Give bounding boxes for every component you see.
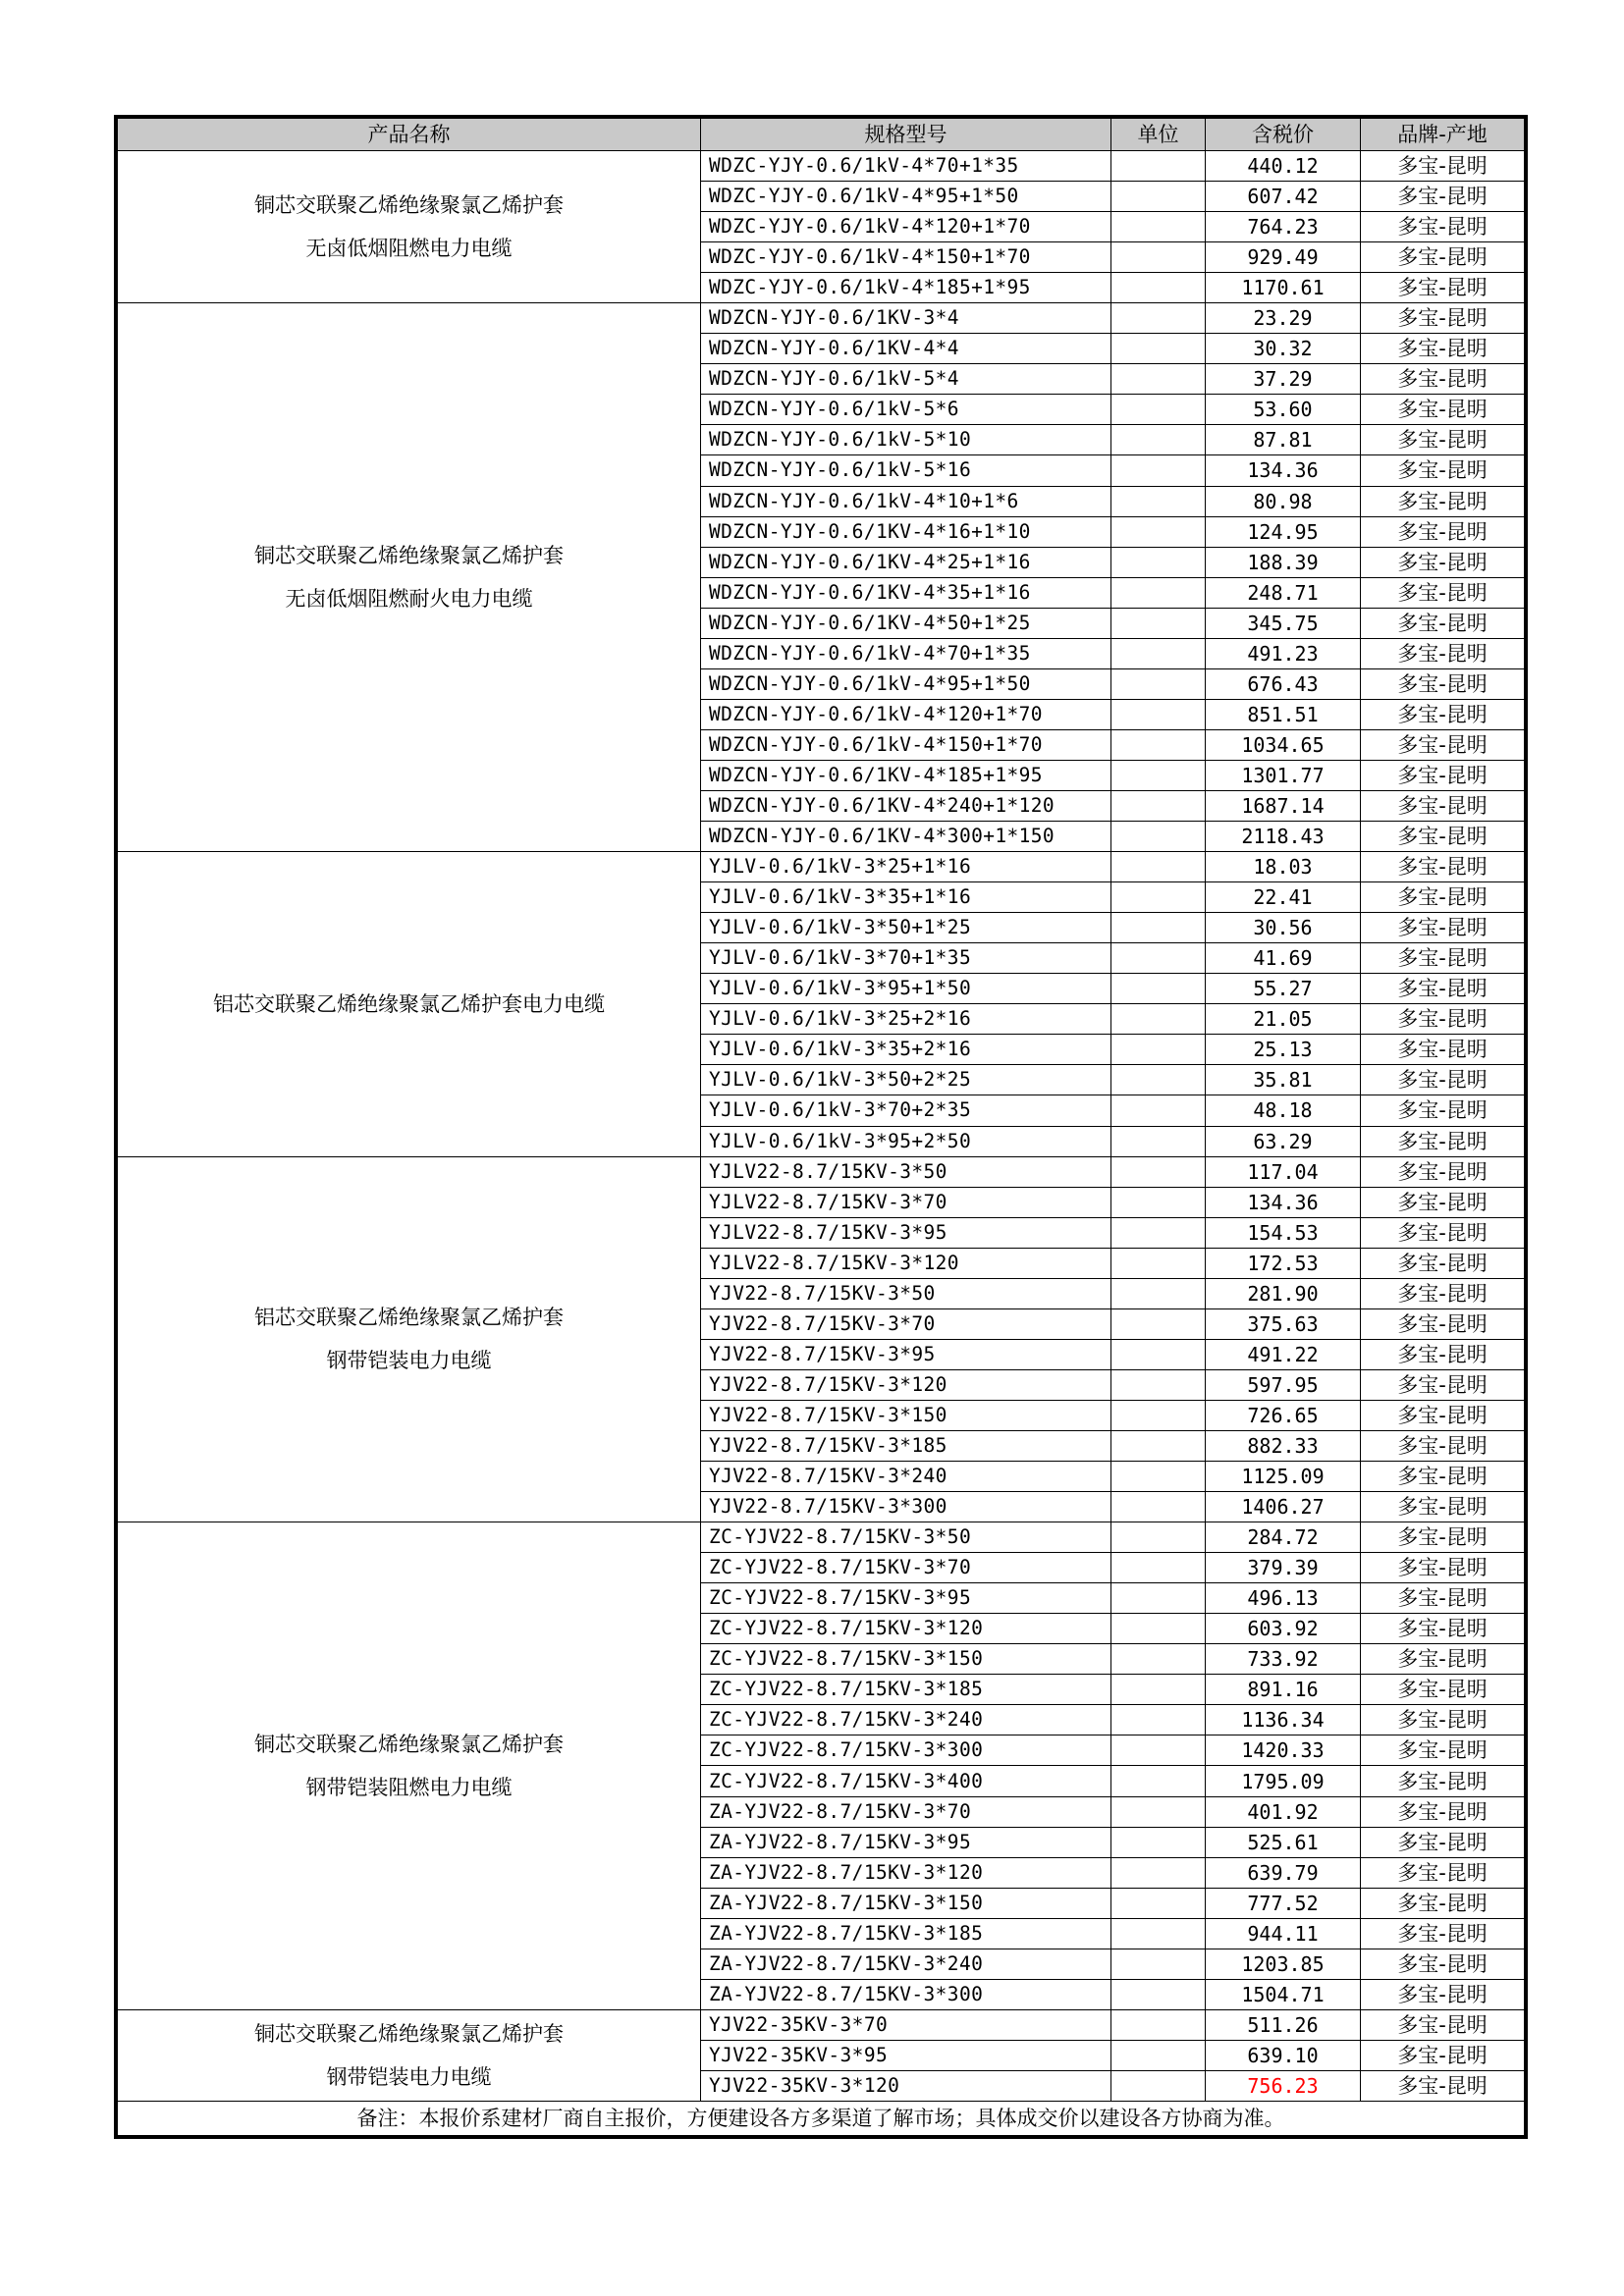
spec-cell: ZA-YJV22-8.7/15KV-3*185: [701, 1918, 1111, 1949]
unit-cell: [1111, 334, 1206, 364]
brand-cell: 多宝-昆明: [1361, 1827, 1525, 1857]
price-cell: 882.33: [1206, 1430, 1361, 1461]
unit-cell: [1111, 1308, 1206, 1339]
unit-cell: [1111, 1949, 1206, 1979]
brand-cell: 多宝-昆明: [1361, 1918, 1525, 1949]
product-name-line: 铜芯交联聚乙烯绝缘聚氯乙烯护套: [254, 1732, 564, 1756]
price-cell: 525.61: [1206, 1827, 1361, 1857]
price-cell: 124.95: [1206, 516, 1361, 547]
brand-cell: 多宝-昆明: [1361, 760, 1525, 790]
brand-cell: 多宝-昆明: [1361, 1065, 1525, 1095]
spec-cell: WDZCN-YJY-0.6/1KV-4*300+1*150: [701, 822, 1111, 852]
price-cell: 1125.09: [1206, 1462, 1361, 1492]
table-row: [118, 1156, 1525, 1187]
unit-cell: [1111, 913, 1206, 943]
spec-cell: YJV22-35KV-3*70: [701, 2009, 1111, 2040]
spec-cell: WDZCN-YJY-0.6/1kV-5*10: [701, 425, 1111, 455]
price-cell: 53.60: [1206, 395, 1361, 425]
price-cell: 25.13: [1206, 1035, 1361, 1065]
spec-cell: WDZCN-YJY-0.6/1kV-5*4: [701, 364, 1111, 395]
unit-cell: [1111, 974, 1206, 1004]
unit-cell: [1111, 1614, 1206, 1644]
unit-cell: [1111, 1766, 1206, 1796]
unit-cell: [1111, 882, 1206, 913]
spec-cell: ZC-YJV22-8.7/15KV-3*240: [701, 1705, 1111, 1735]
price-cell: 23.29: [1206, 303, 1361, 334]
brand-cell: 多宝-昆明: [1361, 668, 1525, 699]
price-cell: 41.69: [1206, 943, 1361, 974]
table-row: [118, 151, 1525, 182]
price-cell: 401.92: [1206, 1796, 1361, 1827]
product-name-cell: [118, 852, 701, 1156]
product-name-line: 铜芯交联聚乙烯绝缘聚氯乙烯护套: [254, 193, 564, 218]
unit-cell: [1111, 1705, 1206, 1735]
unit-cell: [1111, 425, 1206, 455]
product-name-cell: [118, 303, 701, 852]
spec-cell: YJLV-0.6/1kV-3*25+1*16: [701, 852, 1111, 882]
price-cell: 1136.34: [1206, 1705, 1361, 1735]
brand-cell: 多宝-昆明: [1361, 1278, 1525, 1308]
brand-cell: 多宝-昆明: [1361, 2009, 1525, 2040]
unit-cell: [1111, 1888, 1206, 1918]
brand-cell: 多宝-昆明: [1361, 1004, 1525, 1035]
product-name-cell: [118, 1522, 701, 2010]
price-cell: 851.51: [1206, 699, 1361, 729]
price-cell: 30.56: [1206, 913, 1361, 943]
spec-cell: YJV22-8.7/15KV-3*95: [701, 1339, 1111, 1369]
spec-cell: WDZCN-YJY-0.6/1KV-4*185+1*95: [701, 760, 1111, 790]
unit-cell: [1111, 1095, 1206, 1126]
product-name-line: 铜芯交联聚乙烯绝缘聚氯乙烯护套: [254, 2021, 564, 2046]
brand-cell: 多宝-昆明: [1361, 1888, 1525, 1918]
price-cell: 80.98: [1206, 486, 1361, 516]
spec-cell: YJV22-35KV-3*120: [701, 2070, 1111, 2101]
spec-cell: YJLV22-8.7/15KV-3*95: [701, 1217, 1111, 1248]
unit-cell: [1111, 1675, 1206, 1705]
price-cell: 603.92: [1206, 1614, 1361, 1644]
price-cell: 134.36: [1206, 455, 1361, 486]
spec-cell: ZC-YJV22-8.7/15KV-3*300: [701, 1735, 1111, 1766]
unit-cell: [1111, 2040, 1206, 2070]
product-name-line: 钢带铠装阻燃电力电缆: [305, 1775, 513, 1799]
unit-cell: [1111, 1553, 1206, 1583]
spec-cell: WDZCN-YJY-0.6/1kV-4*10+1*6: [701, 486, 1111, 516]
spec-cell: YJLV-0.6/1kV-3*25+2*16: [701, 1004, 1111, 1035]
table-body: [118, 151, 1525, 2102]
price-cell: 48.18: [1206, 1095, 1361, 1126]
price-cell: 891.16: [1206, 1675, 1361, 1705]
price-cell: 379.39: [1206, 1553, 1361, 1583]
spec-cell: YJLV-0.6/1kV-3*50+1*25: [701, 913, 1111, 943]
price-cell: 35.81: [1206, 1065, 1361, 1095]
brand-cell: 多宝-昆明: [1361, 242, 1525, 273]
spec-cell: WDZC-YJY-0.6/1kV-4*120+1*70: [701, 212, 1111, 242]
product-name-line: 钢带铠装电力电缆: [326, 1349, 492, 1373]
table-row: [118, 2009, 1525, 2040]
price-cell: 30.32: [1206, 334, 1361, 364]
table-row: [118, 1522, 1525, 1553]
price-cell: 2118.43: [1206, 822, 1361, 852]
brand-cell: 多宝-昆明: [1361, 974, 1525, 1004]
brand-cell: 多宝-昆明: [1361, 2040, 1525, 2070]
brand-cell: 多宝-昆明: [1361, 913, 1525, 943]
price-cell: 284.72: [1206, 1522, 1361, 1553]
header-price: 含税价: [1206, 119, 1361, 151]
brand-cell: 多宝-昆明: [1361, 1369, 1525, 1400]
brand-cell: 多宝-昆明: [1361, 1308, 1525, 1339]
spec-cell: WDZCN-YJY-0.6/1KV-4*240+1*120: [701, 790, 1111, 821]
product-name-line: 铝芯交联聚乙烯绝缘聚氯乙烯护套电力电缆: [213, 991, 605, 1016]
spec-cell: ZC-YJV22-8.7/15KV-3*400: [701, 1766, 1111, 1796]
unit-cell: [1111, 638, 1206, 668]
price-cell: 639.79: [1206, 1857, 1361, 1888]
spec-cell: YJLV22-8.7/15KV-3*70: [701, 1187, 1111, 1217]
unit-cell: [1111, 2070, 1206, 2101]
price-cell: 172.53: [1206, 1248, 1361, 1278]
brand-cell: 多宝-昆明: [1361, 1095, 1525, 1126]
product-name-cell: [118, 2009, 701, 2101]
price-cell: 18.03: [1206, 852, 1361, 882]
product-name-line: 无卤低烟阻燃耐火电力电缆: [285, 587, 533, 612]
brand-cell: 多宝-昆明: [1361, 882, 1525, 913]
price-cell: 1301.77: [1206, 760, 1361, 790]
brand-cell: 多宝-昆明: [1361, 1675, 1525, 1705]
spec-cell: YJLV-0.6/1kV-3*70+2*35: [701, 1095, 1111, 1126]
unit-cell: [1111, 1339, 1206, 1369]
note-text: 备注：本报价系建材厂商自主报价，方便建设各方多渠道了解市场；具体成交价以建设各方协商为准。: [118, 2102, 1525, 2136]
unit-cell: [1111, 1827, 1206, 1857]
spec-cell: ZA-YJV22-8.7/15KV-3*150: [701, 1888, 1111, 1918]
spec-cell: WDZCN-YJY-0.6/1KV-4*16+1*10: [701, 516, 1111, 547]
brand-cell: 多宝-昆明: [1361, 516, 1525, 547]
price-cell: 63.29: [1206, 1126, 1361, 1156]
spec-cell: WDZCN-YJY-0.6/1KV-4*50+1*25: [701, 608, 1111, 638]
brand-cell: 多宝-昆明: [1361, 943, 1525, 974]
unit-cell: [1111, 1492, 1206, 1522]
price-cell: 345.75: [1206, 608, 1361, 638]
unit-cell: [1111, 1400, 1206, 1430]
spec-cell: WDZC-YJY-0.6/1kV-4*185+1*95: [701, 273, 1111, 303]
brand-cell: 多宝-昆明: [1361, 1614, 1525, 1644]
brand-cell: 多宝-昆明: [1361, 273, 1525, 303]
unit-cell: [1111, 455, 1206, 486]
spec-cell: YJLV22-8.7/15KV-3*50: [701, 1156, 1111, 1187]
table-row: [118, 303, 1525, 334]
spec-cell: YJLV22-8.7/15KV-3*120: [701, 1248, 1111, 1278]
price-cell: 134.36: [1206, 1187, 1361, 1217]
brand-cell: 多宝-昆明: [1361, 303, 1525, 334]
brand-cell: 多宝-昆明: [1361, 395, 1525, 425]
unit-cell: [1111, 699, 1206, 729]
unit-cell: [1111, 547, 1206, 577]
unit-cell: [1111, 1796, 1206, 1827]
brand-cell: 多宝-昆明: [1361, 1187, 1525, 1217]
note-row: [118, 2102, 1525, 2136]
unit-cell: [1111, 1979, 1206, 2009]
brand-cell: 多宝-昆明: [1361, 1705, 1525, 1735]
unit-cell: [1111, 1248, 1206, 1278]
brand-cell: 多宝-昆明: [1361, 1400, 1525, 1430]
header-product-name: 产品名称: [118, 119, 701, 151]
brand-cell: 多宝-昆明: [1361, 1462, 1525, 1492]
price-cell: 1795.09: [1206, 1766, 1361, 1796]
price-cell: 639.10: [1206, 2040, 1361, 2070]
unit-cell: [1111, 1187, 1206, 1217]
spec-cell: ZC-YJV22-8.7/15KV-3*185: [701, 1675, 1111, 1705]
brand-cell: 多宝-昆明: [1361, 1857, 1525, 1888]
unit-cell: [1111, 1735, 1206, 1766]
brand-cell: 多宝-昆明: [1361, 212, 1525, 242]
unit-cell: [1111, 852, 1206, 882]
unit-cell: [1111, 943, 1206, 974]
spec-cell: WDZCN-YJY-0.6/1KV-4*25+1*16: [701, 547, 1111, 577]
unit-cell: [1111, 1156, 1206, 1187]
product-name-cell: [118, 151, 701, 303]
price-cell: 22.41: [1206, 882, 1361, 913]
price-cell: 1420.33: [1206, 1735, 1361, 1766]
price-cell: 491.23: [1206, 638, 1361, 668]
brand-cell: 多宝-昆明: [1361, 577, 1525, 608]
unit-cell: [1111, 1278, 1206, 1308]
spec-cell: YJV22-8.7/15KV-3*150: [701, 1400, 1111, 1430]
spec-cell: WDZCN-YJY-0.6/1kV-4*95+1*50: [701, 668, 1111, 699]
price-cell: 117.04: [1206, 1156, 1361, 1187]
price-table: [117, 118, 1525, 2136]
price-cell: 248.71: [1206, 577, 1361, 608]
unit-cell: [1111, 1583, 1206, 1614]
spec-cell: YJV22-8.7/15KV-3*300: [701, 1492, 1111, 1522]
price-cell: 929.49: [1206, 242, 1361, 273]
brand-cell: 多宝-昆明: [1361, 455, 1525, 486]
unit-cell: [1111, 1462, 1206, 1492]
spec-cell: ZC-YJV22-8.7/15KV-3*70: [701, 1553, 1111, 1583]
header-spec: 规格型号: [701, 119, 1111, 151]
brand-cell: 多宝-昆明: [1361, 1553, 1525, 1583]
spec-cell: WDZC-YJY-0.6/1kV-4*70+1*35: [701, 151, 1111, 182]
spec-cell: WDZCN-YJY-0.6/1kV-4*70+1*35: [701, 638, 1111, 668]
spec-cell: ZA-YJV22-8.7/15KV-3*95: [701, 1827, 1111, 1857]
unit-cell: [1111, 212, 1206, 242]
unit-cell: [1111, 1430, 1206, 1461]
spec-cell: WDZCN-YJY-0.6/1kV-4*150+1*70: [701, 729, 1111, 760]
brand-cell: 多宝-昆明: [1361, 1035, 1525, 1065]
unit-cell: [1111, 273, 1206, 303]
unit-cell: [1111, 486, 1206, 516]
spec-cell: YJV22-8.7/15KV-3*50: [701, 1278, 1111, 1308]
brand-cell: 多宝-昆明: [1361, 547, 1525, 577]
unit-cell: [1111, 516, 1206, 547]
price-cell: 511.26: [1206, 2009, 1361, 2040]
price-cell: 597.95: [1206, 1369, 1361, 1400]
unit-cell: [1111, 1035, 1206, 1065]
price-cell: 1034.65: [1206, 729, 1361, 760]
brand-cell: 多宝-昆明: [1361, 790, 1525, 821]
spec-cell: WDZCN-YJY-0.6/1KV-4*35+1*16: [701, 577, 1111, 608]
price-cell: 777.52: [1206, 1888, 1361, 1918]
brand-cell: 多宝-昆明: [1361, 1766, 1525, 1796]
spec-cell: WDZC-YJY-0.6/1kV-4*95+1*50: [701, 182, 1111, 212]
product-name-line: 钢带铠装电力电缆: [326, 2064, 492, 2089]
price-cell: 1170.61: [1206, 273, 1361, 303]
brand-cell: 多宝-昆明: [1361, 1492, 1525, 1522]
brand-cell: 多宝-昆明: [1361, 1248, 1525, 1278]
spec-cell: ZC-YJV22-8.7/15KV-3*120: [701, 1614, 1111, 1644]
brand-cell: 多宝-昆明: [1361, 1949, 1525, 1979]
brand-cell: 多宝-昆明: [1361, 334, 1525, 364]
spec-cell: ZA-YJV22-8.7/15KV-3*300: [701, 1979, 1111, 2009]
spec-cell: YJLV-0.6/1kV-3*95+2*50: [701, 1126, 1111, 1156]
brand-cell: 多宝-昆明: [1361, 364, 1525, 395]
price-cell: 496.13: [1206, 1583, 1361, 1614]
unit-cell: [1111, 608, 1206, 638]
price-cell: 1203.85: [1206, 1949, 1361, 1979]
spec-cell: ZC-YJV22-8.7/15KV-3*150: [701, 1644, 1111, 1675]
unit-cell: [1111, 1065, 1206, 1095]
price-cell: 37.29: [1206, 364, 1361, 395]
brand-cell: 多宝-昆明: [1361, 1339, 1525, 1369]
spec-cell: YJLV-0.6/1kV-3*35+1*16: [701, 882, 1111, 913]
unit-cell: [1111, 668, 1206, 699]
brand-cell: 多宝-昆明: [1361, 2070, 1525, 2101]
spec-cell: ZA-YJV22-8.7/15KV-3*240: [701, 1949, 1111, 1979]
table-row: [118, 852, 1525, 882]
spec-cell: YJV22-8.7/15KV-3*120: [701, 1369, 1111, 1400]
unit-cell: [1111, 242, 1206, 273]
brand-cell: 多宝-昆明: [1361, 182, 1525, 212]
unit-cell: [1111, 182, 1206, 212]
brand-cell: 多宝-昆明: [1361, 1217, 1525, 1248]
price-cell: 607.42: [1206, 182, 1361, 212]
spec-cell: ZC-YJV22-8.7/15KV-3*95: [701, 1583, 1111, 1614]
brand-cell: 多宝-昆明: [1361, 486, 1525, 516]
brand-cell: 多宝-昆明: [1361, 1644, 1525, 1675]
price-cell: 55.27: [1206, 974, 1361, 1004]
price-cell: 87.81: [1206, 425, 1361, 455]
product-name-cell: [118, 1156, 701, 1522]
unit-cell: [1111, 1857, 1206, 1888]
unit-cell: [1111, 1918, 1206, 1949]
spec-cell: WDZCN-YJY-0.6/1KV-3*4: [701, 303, 1111, 334]
brand-cell: 多宝-昆明: [1361, 1156, 1525, 1187]
brand-cell: 多宝-昆明: [1361, 822, 1525, 852]
unit-cell: [1111, 395, 1206, 425]
spec-cell: WDZCN-YJY-0.6/1kV-4*120+1*70: [701, 699, 1111, 729]
spec-cell: WDZCN-YJY-0.6/1KV-4*4: [701, 334, 1111, 364]
price-cell: 764.23: [1206, 212, 1361, 242]
spec-cell: WDZC-YJY-0.6/1kV-4*150+1*70: [701, 242, 1111, 273]
unit-cell: [1111, 303, 1206, 334]
unit-cell: [1111, 1004, 1206, 1035]
unit-cell: [1111, 1522, 1206, 1553]
price-cell: 375.63: [1206, 1308, 1361, 1339]
header-unit: 单位: [1111, 119, 1206, 151]
product-name-line: 无卤低烟阻燃电力电缆: [305, 237, 513, 261]
price-cell: 491.22: [1206, 1339, 1361, 1369]
unit-cell: [1111, 1126, 1206, 1156]
price-cell: 733.92: [1206, 1644, 1361, 1675]
brand-cell: 多宝-昆明: [1361, 608, 1525, 638]
price-cell: 21.05: [1206, 1004, 1361, 1035]
price-cell: 1504.71: [1206, 1979, 1361, 2009]
product-name-line: 铝芯交联聚乙烯绝缘聚氯乙烯护套: [254, 1306, 564, 1330]
brand-cell: 多宝-昆明: [1361, 151, 1525, 182]
brand-cell: 多宝-昆明: [1361, 699, 1525, 729]
product-name-line: 铜芯交联聚乙烯绝缘聚氯乙烯护套: [254, 544, 564, 568]
spec-cell: YJV22-8.7/15KV-3*70: [701, 1308, 1111, 1339]
spec-cell: YJV22-8.7/15KV-3*185: [701, 1430, 1111, 1461]
price-cell: 944.11: [1206, 1918, 1361, 1949]
header-row: [118, 119, 1525, 151]
spec-cell: ZC-YJV22-8.7/15KV-3*50: [701, 1522, 1111, 1553]
brand-cell: 多宝-昆明: [1361, 1126, 1525, 1156]
price-cell: 440.12: [1206, 151, 1361, 182]
unit-cell: [1111, 151, 1206, 182]
price-cell: 1687.14: [1206, 790, 1361, 821]
spec-cell: WDZCN-YJY-0.6/1kV-5*16: [701, 455, 1111, 486]
unit-cell: [1111, 1369, 1206, 1400]
header-brand: 品牌-产地: [1361, 119, 1525, 151]
unit-cell: [1111, 1644, 1206, 1675]
spec-cell: WDZCN-YJY-0.6/1kV-5*6: [701, 395, 1111, 425]
brand-cell: 多宝-昆明: [1361, 1735, 1525, 1766]
spec-cell: YJV22-35KV-3*95: [701, 2040, 1111, 2070]
price-cell: 726.65: [1206, 1400, 1361, 1430]
unit-cell: [1111, 2009, 1206, 2040]
unit-cell: [1111, 822, 1206, 852]
price-cell: 188.39: [1206, 547, 1361, 577]
unit-cell: [1111, 577, 1206, 608]
unit-cell: [1111, 790, 1206, 821]
unit-cell: [1111, 729, 1206, 760]
brand-cell: 多宝-昆明: [1361, 1979, 1525, 2009]
brand-cell: 多宝-昆明: [1361, 852, 1525, 882]
price-cell: 1406.27: [1206, 1492, 1361, 1522]
spec-cell: YJLV-0.6/1kV-3*95+1*50: [701, 974, 1111, 1004]
price-cell: 281.90: [1206, 1278, 1361, 1308]
spec-cell: YJLV-0.6/1kV-3*50+2*25: [701, 1065, 1111, 1095]
brand-cell: 多宝-昆明: [1361, 1796, 1525, 1827]
spec-cell: ZA-YJV22-8.7/15KV-3*70: [701, 1796, 1111, 1827]
brand-cell: 多宝-昆明: [1361, 638, 1525, 668]
spec-cell: YJV22-8.7/15KV-3*240: [701, 1462, 1111, 1492]
brand-cell: 多宝-昆明: [1361, 1430, 1525, 1461]
brand-cell: 多宝-昆明: [1361, 729, 1525, 760]
unit-cell: [1111, 364, 1206, 395]
brand-cell: 多宝-昆明: [1361, 1522, 1525, 1553]
spec-cell: YJLV-0.6/1kV-3*35+2*16: [701, 1035, 1111, 1065]
unit-cell: [1111, 760, 1206, 790]
spec-cell: YJLV-0.6/1kV-3*70+1*35: [701, 943, 1111, 974]
price-cell: 676.43: [1206, 668, 1361, 699]
spec-cell: ZA-YJV22-8.7/15KV-3*120: [701, 1857, 1111, 1888]
brand-cell: 多宝-昆明: [1361, 1583, 1525, 1614]
price-cell: 154.53: [1206, 1217, 1361, 1248]
price-cell: 756.23: [1206, 2070, 1361, 2101]
brand-cell: 多宝-昆明: [1361, 425, 1525, 455]
unit-cell: [1111, 1217, 1206, 1248]
